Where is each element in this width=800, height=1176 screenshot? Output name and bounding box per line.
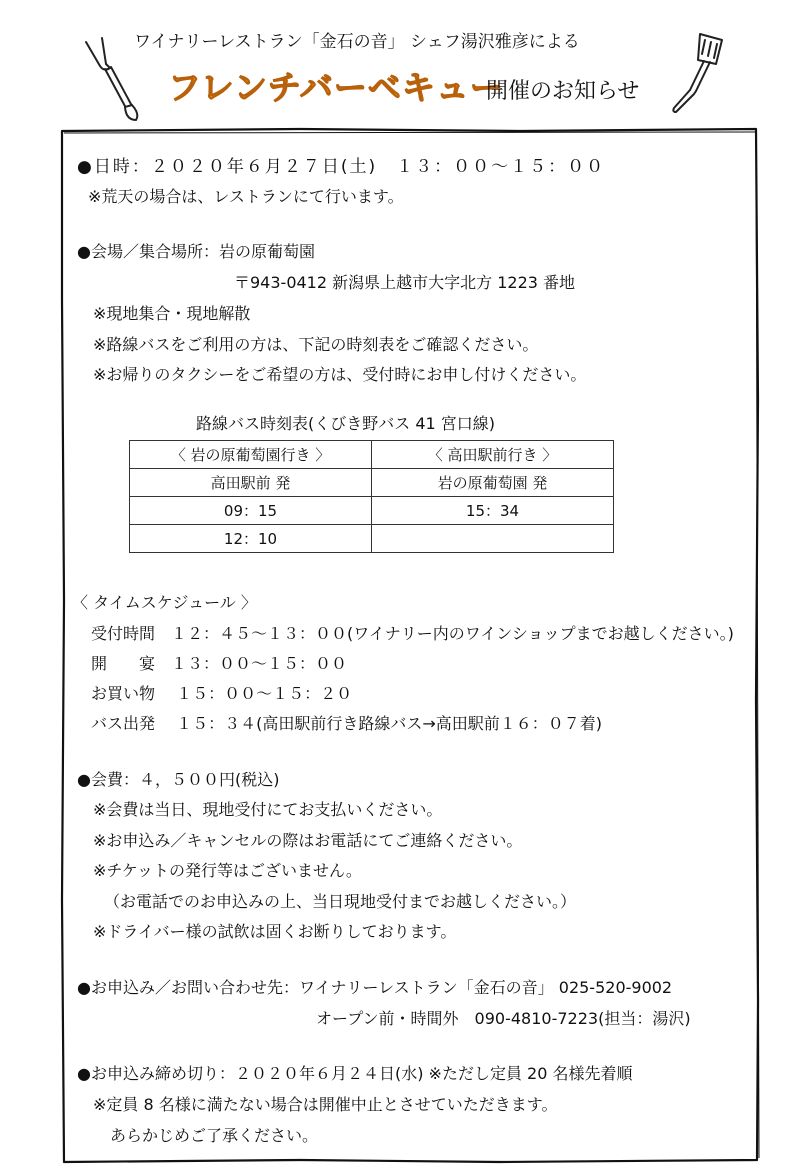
table-cell: 岩の原葡萄園 発	[372, 469, 614, 497]
table-cell: 高田駅前 発	[130, 469, 372, 497]
date-line: ●日時：２０２０年６月２７日(土) １３：００～１５：００	[77, 157, 606, 177]
schedule-item: お買い物 １５：００～１５：２０	[91, 684, 353, 703]
table-cell	[372, 525, 614, 553]
table-cell: 15：34	[372, 497, 614, 525]
fee-line: ●会費：４，５００円(税込)	[77, 770, 280, 789]
contact-line: ●お申込み／お問い合わせ先：ワイナリーレストラン「金石の音」 025-520-9002	[77, 978, 673, 997]
schedule-item: 開 宴 １３：００～１５：００	[91, 654, 348, 673]
table-row	[130, 525, 614, 553]
venue-note: ※路線バスをご利用の方は、下記の時刻表をご確認ください。	[93, 335, 539, 354]
deadline-note: ※定員 8 名様に満たない場合は開催中止とさせていただきます。	[93, 1095, 558, 1114]
fee-note: ※チケットの発行等はございません。	[93, 861, 362, 880]
deadline-line: ●お申込み締め切り：２０２０年６月２４日(水) ※ただし定員 20 名様先着順	[77, 1064, 633, 1083]
bus-timetable	[129, 440, 614, 553]
venue-address: 〒943-0412 新潟県上越市大字北方 1223 番地	[234, 273, 576, 292]
date-note: ※荒天の場合は、レストランにて行います。	[88, 187, 404, 206]
fee-note: ※ドライバー様の試飲は固くお断りしております。	[93, 922, 457, 941]
venue-note: ※現地集合・現地解散	[93, 304, 251, 323]
fee-note: ※会費は当日、現地受付にてお支払いください。	[93, 800, 443, 819]
fee-note: （お電話でのお申込みの上、当日現地受付までお越しください。）	[104, 892, 577, 911]
table-header-cell: 〈 高田駅前行き 〉	[372, 441, 614, 469]
table-row	[130, 469, 614, 497]
table-header-cell: 〈 岩の原葡萄園行き 〉	[130, 441, 372, 469]
event-title: フレンチバーベキュー	[168, 68, 504, 107]
venue-line: ●会場／集合場所：岩の原葡萄園	[77, 242, 315, 261]
table-row	[130, 441, 614, 469]
schedule-item: 受付時間 １２：４５～１３：００(ワイナリー内のワインショップまでお越しください。)	[91, 624, 734, 643]
table-cell: 09：15	[130, 497, 372, 525]
schedule-title: 〈 タイムスケジュール 〉	[72, 593, 257, 612]
header-subtitle: ワイナリーレストラン「金石の音」 シェフ湯沢雅彦による	[134, 32, 580, 52]
venue-note: ※お帰りのタクシーをご希望の方は、受付時にお申し付けください。	[93, 365, 587, 384]
table-row	[130, 497, 614, 525]
contact-line-2: オープン前・時間外 090-4810-7223(担当：湯沢)	[316, 1009, 691, 1028]
table-cell: 12：10	[130, 525, 372, 553]
notice-title: 開催のお知らせ	[486, 79, 640, 104]
bus-title: 路線バス時刻表(くびき野バス 41 宮口線)	[196, 414, 496, 433]
deadline-note: あらかじめご了承ください。	[110, 1126, 319, 1145]
schedule-item: バス出発 １５：３４(高田駅前行き路線バス→高田駅前１６：０７着)	[91, 714, 602, 733]
fee-note: ※お申込み／キャンセルの際はお電話にてご連絡ください。	[93, 831, 523, 850]
